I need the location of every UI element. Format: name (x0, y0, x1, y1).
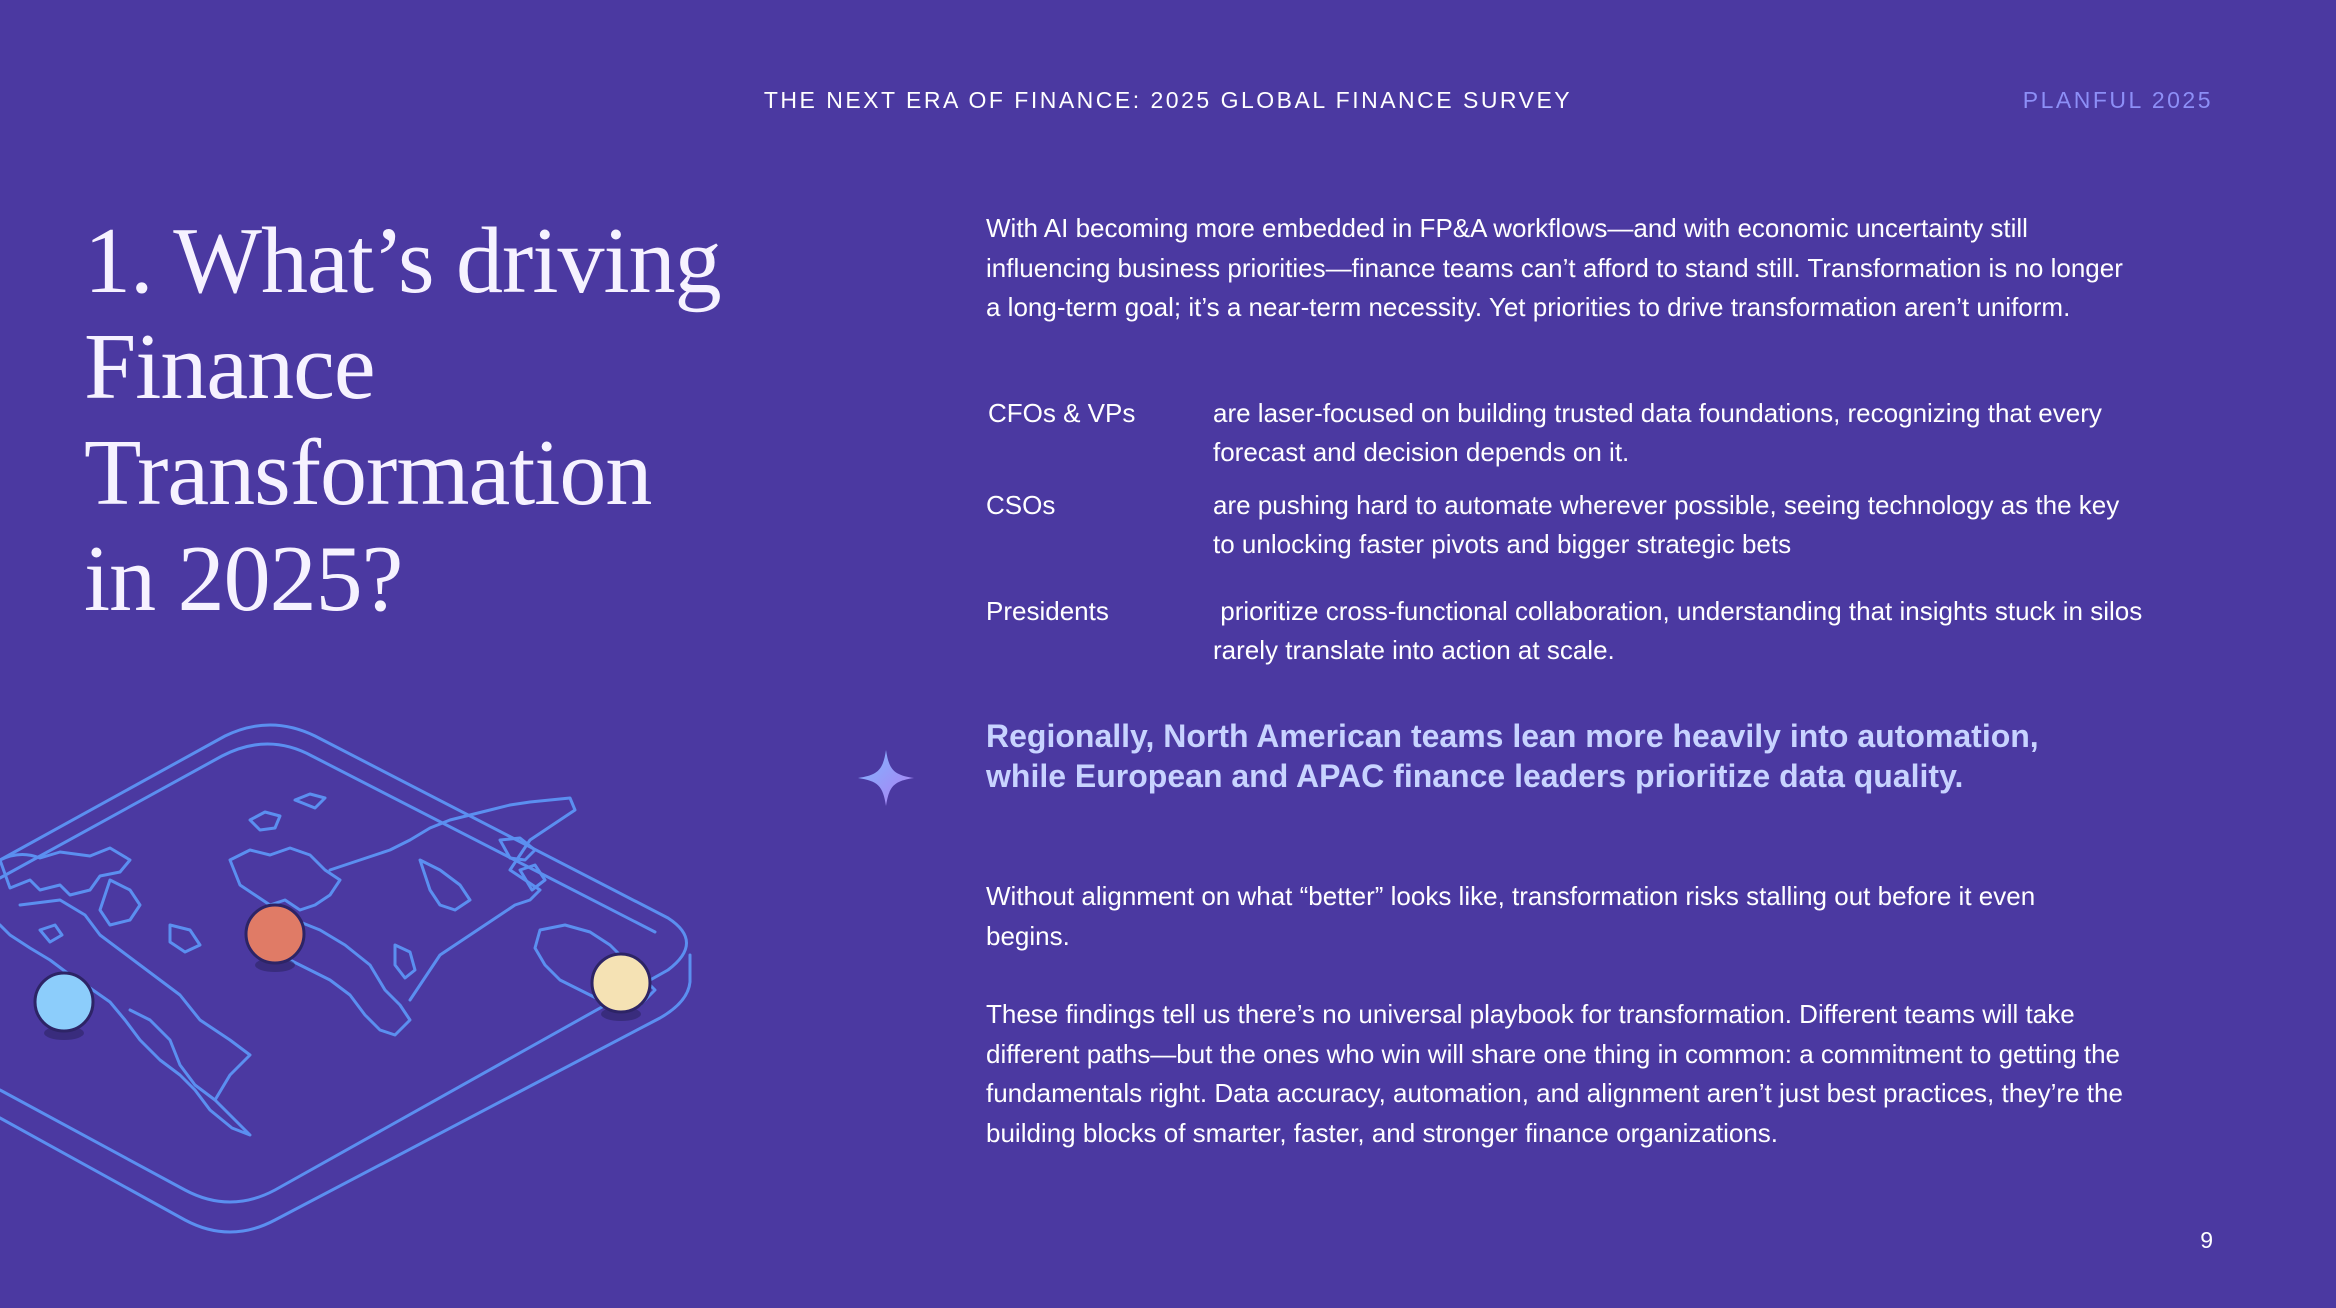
intro-paragraph: With AI becoming more embedded in FP&A workflows—and with economic uncertainty still influencing business priorities—finance teams can’t afford to stand still. Transformation is no longer a long-term goal; it’s a near-term necessity. Yet priorities to drive transformation aren’t uniform. (986, 213, 2123, 322)
page-title (84, 208, 784, 632)
role-name: CFOs & VPs (988, 398, 1136, 428)
role-name: Presidents (986, 596, 1109, 626)
findings-paragraph: These findings tell us there’s no universal playbook for transformation. Different teams will take different paths—but the ones who win will share one thing in common: a commitment to getting the fundamentals right. Data accuracy, automation, and alignment aren’t just best practices, they’re the building blocks of smarter, faster, and stronger finance organizations. (986, 999, 2123, 1148)
role-description: are pushing hard to automate wherever possible, seeing technology as the key to unlocking faster pivots and bigger strategic bets (1213, 490, 2120, 559)
page-title-line: in 2025? (84, 527, 403, 631)
sparkle-icon (858, 750, 914, 806)
page-title-line: Transformation (84, 421, 652, 525)
alignment-paragraph: Without alignment on what “better” looks like, transformation risks stalling out before it even begins. (986, 881, 2036, 951)
header-brand: PLANFUL 2025 (2022, 87, 2213, 113)
page-number: 9 (2200, 1227, 2213, 1253)
role-name: CSOs (986, 490, 1056, 520)
page-title-line: 1. What’s driving (84, 209, 721, 313)
callout-text: Regionally, North American teams lean more heavily into automation, while European and APAC finance leaders prioritize data quality. (986, 718, 2039, 794)
role-description: are laser-focused on building trusted data foundations, recognizing that every forecast and decision depends on it. (1213, 398, 2102, 467)
world-map-illustration (0, 720, 720, 1240)
header-title: THE NEXT ERA OF FINANCE: 2025 GLOBAL FINANCE SURVEY (763, 87, 1573, 113)
role-description: prioritize cross-functional collaboration, understanding that insights stuck in silos rarely translate into action at scale. (1213, 596, 2150, 665)
page-title-line: Finance (84, 315, 375, 419)
